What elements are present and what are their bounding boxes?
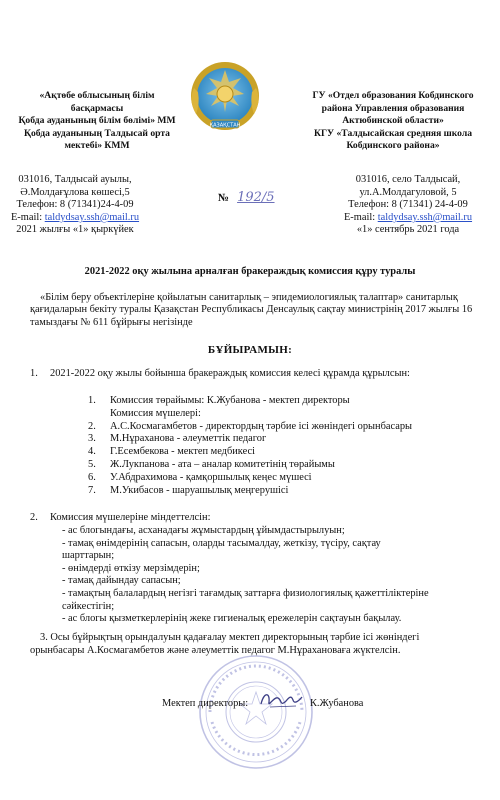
order-heading: БҰЙЫРАМЫН: <box>207 344 293 356</box>
email-label: E-mail: <box>343 211 378 223</box>
commission-member <box>88 459 412 472</box>
signature-label: Мектеп директоры: <box>162 698 249 709</box>
member-number: 5. <box>88 458 96 470</box>
number-label: № <box>218 192 230 204</box>
commission-member <box>88 408 412 421</box>
header-left-line: «Ақтөбе облысының білім <box>39 90 155 101</box>
item-3-line: орынбасары А.Космагамбетов және әлеуметтік педагог М.Нұрахановаға жүктелсін. <box>30 644 401 656</box>
address-left <box>0 174 150 237</box>
header-right-line: КГУ «Талдысайская средняя школа <box>313 127 473 139</box>
address-right-line1: 031016, село Талдысай, <box>355 174 461 185</box>
state-emblem-icon <box>186 58 264 138</box>
member-text: М.Нұраханова - әлеуметтік педагог <box>110 433 267 445</box>
address-right-phone: Телефон: 8 (71341) 24-4-09 <box>348 199 468 211</box>
signature-name: К.Жубанова <box>310 698 364 709</box>
member-number: 3. <box>88 433 96 445</box>
svg-text:ҚАЗАҚСТАН: ҚАЗАҚСТАН <box>209 122 241 129</box>
member-text: Ж.Лукпанова - ата – аналар комитетінің төрайымы <box>110 458 335 470</box>
address-left-line2: Ә.Молдағұлова көшесі,5 <box>20 186 130 198</box>
address-right-date: «1» сентябрь 2021 года <box>356 224 460 236</box>
signature-block <box>162 698 248 711</box>
commission-member <box>88 433 412 446</box>
header-left-line: Қобда ауданының Талдысай орта <box>24 127 170 139</box>
member-number: 1. <box>88 395 96 406</box>
duty-line: - тамақ дайындау сапасын; <box>62 575 181 587</box>
address-right-email-row <box>318 212 498 225</box>
commission-member <box>88 421 412 434</box>
intro-paragraph: «Білім беру объектілеріне қойылатын санитарлық – эпидемиологиялық талаптар» санитарлық қағидаларын бекіту туралы Қазақстан Республикасы Денсаулық сақтау министрінің 2017 жылғы 16 тамыздағы № 611 бұйрығы негізінде <box>30 292 473 328</box>
header-left-line: мектебі» КММ <box>64 140 130 151</box>
email-link[interactable]: taldydsay.ssh@mail.ru <box>377 211 473 223</box>
email-label: E-mail: <box>10 211 45 223</box>
duty-line: - тамақ өнімдерінің сапасын, оларды тасымалдау, жеткізу, түсіру, сақтау <box>62 537 381 549</box>
duty-line: шарттарын; <box>62 550 115 562</box>
address-right <box>318 174 498 237</box>
address-left-line1: 031016, Талдысай ауылы, <box>18 174 132 185</box>
member-text: М.Укибасов - шаруашылық меңгерушісі <box>110 484 289 496</box>
commission-member <box>88 472 412 485</box>
item-2 <box>30 512 211 525</box>
commission-list <box>88 395 412 497</box>
document-number <box>218 188 275 206</box>
item-number: 2. <box>30 512 38 523</box>
duty-line: - ас блогындағы, асханадағы жұмыстардың ұйымдастырылуын; <box>62 525 345 536</box>
member-number: 4. <box>88 446 96 458</box>
header-left-line: Қобда ауданының білім бөлімі» ММ <box>18 115 176 126</box>
item-3-line: 3. Осы бұйрықтың орындалуын қадағалау мектеп директорының тәрбие ісі жөніндегі <box>40 632 420 643</box>
address-left-date: 2021 жылғы «1» қыркүйек <box>16 224 134 236</box>
item-text: Комиссия мүшелеріне міндеттелсін: <box>50 512 211 523</box>
member-number: 6. <box>88 471 96 483</box>
address-left-email-row <box>0 212 150 225</box>
member-number: 7. <box>88 484 96 496</box>
header-left-org <box>2 90 192 153</box>
member-number: 2. <box>88 420 96 432</box>
header-right-line: Актюбинской области» <box>342 115 444 126</box>
duty-line: сәйкестігін; <box>62 600 115 612</box>
commission-member <box>88 446 412 459</box>
header-right-line: района Управления образования <box>321 102 465 114</box>
header-right-line: ГУ «Отдел образования Кобдинского <box>312 90 474 101</box>
email-link[interactable]: taldydsay.ssh@mail.ru <box>44 211 140 223</box>
item-text: 2021-2022 оқу жылы бойынша бракераждық комиссия келесі құрамда құрылсын: <box>50 368 410 379</box>
duty-line: - өнімдерді өткізу мерзімдерін; <box>62 562 200 574</box>
commission-member <box>88 485 412 498</box>
duties-list <box>62 525 429 626</box>
member-text: Г.Есембекова - мектеп медбикесі <box>110 446 255 458</box>
document-title: 2021-2022 оқу жылына арналған бракераждық комиссия құру туралы <box>84 266 416 277</box>
number-value: 192/5 <box>237 190 275 205</box>
duty-line: - тамақтың балалардың негізгі тағамдық заттарға физиологиялық қажеттіліктеріне <box>62 587 429 599</box>
commission-member <box>88 395 412 408</box>
address-right-line2: ул.А.Молдагуловой, 5 <box>359 186 457 198</box>
header-left-line: басқармасы <box>70 102 124 114</box>
duty-line: - ас блогы қызметкерлерінің жеке гигиеналық ережелерін сақтауын бақылау. <box>62 613 402 625</box>
member-text: У.Абдрахимова - қамқоршылық кеңес мүшесі <box>110 471 312 483</box>
header-right-line: Кобдинского района» <box>346 140 440 151</box>
item-1 <box>30 368 410 381</box>
member-text: Комиссия төрайымы: К.Жубанова - мектеп директоры <box>110 395 350 406</box>
header-right-org <box>290 90 496 153</box>
member-text: А.С.Космагамбетов - директордың тәрбие ісі жөніндегі орынбасары <box>110 420 413 432</box>
item-number: 1. <box>30 368 38 379</box>
handwritten-signature-icon <box>258 688 304 712</box>
address-left-phone: Телефон: 8 (71341)24-4-09 <box>16 199 134 211</box>
member-text: Комиссия мүшелері: <box>110 407 201 419</box>
